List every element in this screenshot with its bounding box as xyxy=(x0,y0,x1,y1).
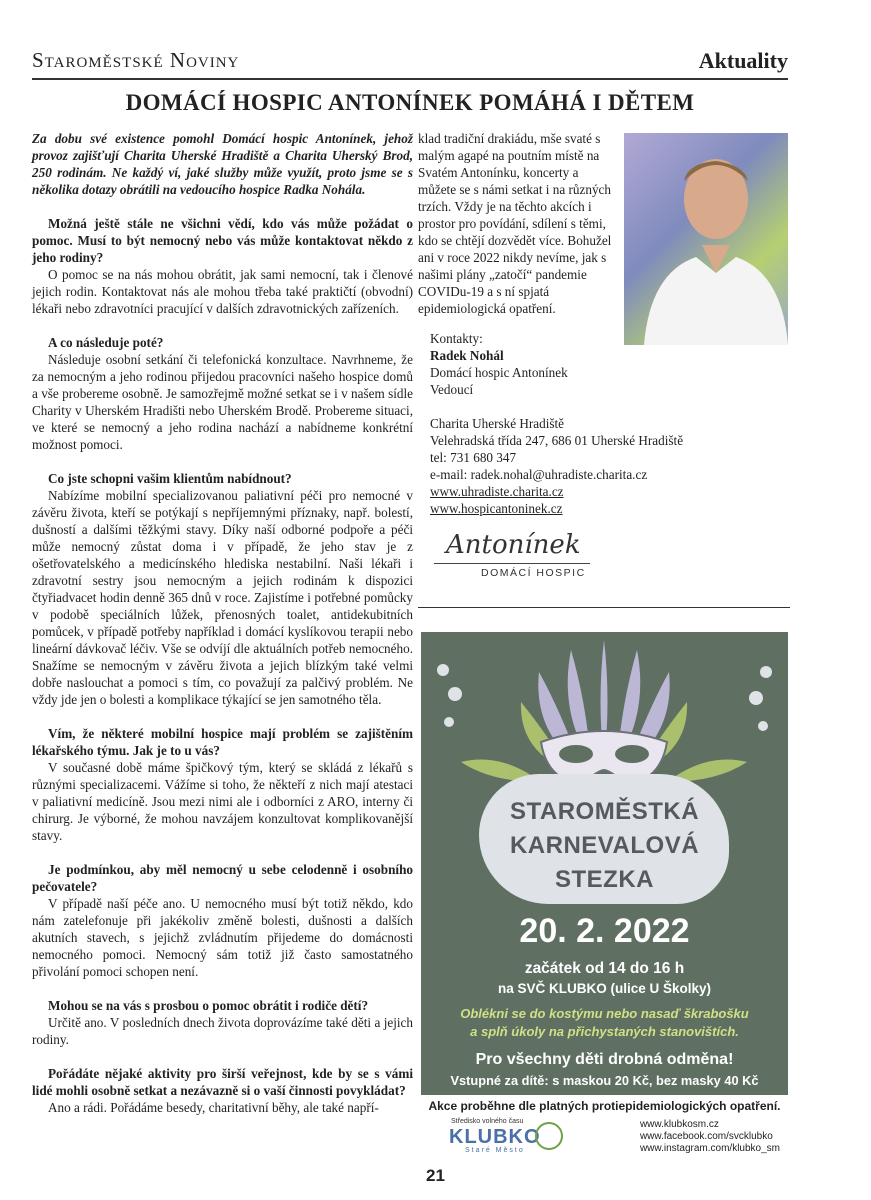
question-6: Mohou se na vás s prosbou o pomoc obrátit i rodiče dětí? xyxy=(48,998,369,1013)
poster-invite-line-2: a splň úkoly na přichystaných stanovištích. xyxy=(470,1024,739,1039)
carnival-poster xyxy=(421,632,788,1095)
poster-link-instagram[interactable]: www.instagram.com/klubko_sm xyxy=(639,1143,780,1154)
logo-script: Antonínek xyxy=(446,530,581,560)
question-5: Je podmínkou, aby měl nemocný u sebe celodenně i osobního pečovatele? xyxy=(32,862,413,894)
question-2: A co následuje poté? xyxy=(48,335,164,350)
page-number: 21 xyxy=(426,1166,445,1185)
contact-role: Vedoucí xyxy=(430,382,474,397)
article-column-right xyxy=(418,130,613,317)
question-1: Možná ještě stále ne všichni vědí, kdo vás může požádat o pomoc. Musí to být nemocný nebo vás může kontaktovat někdo z jeho rodiny? xyxy=(32,216,413,265)
logo-subtitle: DOMÁCÍ HOSPIC xyxy=(481,567,586,579)
article-title: DOMÁCÍ HOSPIC ANTONÍNEK POMÁHÁ I DĚTEM xyxy=(125,90,695,115)
contact-web-2[interactable]: www.hospicantoninek.cz xyxy=(430,501,563,516)
contact-org: Domácí hospic Antonínek xyxy=(430,365,568,380)
poster-title-line-2: KARNEVALOVÁ xyxy=(509,832,700,859)
person-silhouette-icon xyxy=(624,133,788,345)
answer-5: V případě naší péče ano. U nemocného musí být totiž někdo, kdo nám zatelefonuje při jakékoliv změně bolesti, dušnosti a dalších akutních stavech, s jejichž zvládnutím přijedeme do domácnosti nemocného pomoci. Nemocný sám totiž již často samostatného přivolání pomoci schopen není. xyxy=(32,896,413,979)
poster-title-line-3: STEZKA xyxy=(555,866,654,893)
column-divider xyxy=(418,607,790,608)
poster-title-line-1: STAROMĚSTKÁ xyxy=(509,798,700,825)
poster-reward: Pro všechny děti drobná odměna! xyxy=(475,1051,734,1068)
contact-name: Radek Nohál xyxy=(430,348,504,363)
answer-3: Nabízíme mobilní specializovanou paliativní péči pro nemocné v závěru života, kteří se potýkají s nepříjemnými příznaky, např. bolestí, dušností a dalšími těžkými stavy. Díky naší odborné podpoře a péči může nemocný zůstat doma i v případě, že jeho stav je z ošetřovatelského a medicínského hlediska nestabilní. Naši lékaři i zdravotní sestry jsou nemocným a jejich rodinám k dispozici čtyřiadvacet hodin denně 365 dnů v roce. Zajistíme i potřebné pomůcky v podobě speciálních lůžek, přenosných toalet, antidekubitních pomůcek, v případě potřeby například i domácí kyslíkovou terapii nebo lineární dávkovač léčiv. Vše se odvíjí dle aktuálních potřeb nemocného. Snažíme se nemocným v závěru života a jejich blízkým také velmi dobře naslouchat a pomoci s tím, co považují za palčivý problém. Ne vždy jde jen o bolesti a komplikace týkající se jen samotného těla. xyxy=(32,488,413,707)
poster-start-time: začátek od 14 do 16 h xyxy=(524,960,685,977)
portrait-photo xyxy=(624,133,788,345)
klubko-logo: KLUBKO xyxy=(449,1126,541,1148)
newspaper-name: Staroměstské Noviny xyxy=(32,48,240,72)
answer-2: Následuje osobní setkání či telefonická konzultace. Navrhneme, že za nemocným a jeho rodinou přijedou pracovníci našeho hospice domů a vše probereme osobně. Je samozřejmě možné setkat se i v našem sídle Charity v Uherském Hradišti nebo Uherském Brodě. Probereme situaci, ve které se nemocný a jeho rodina nachází a nabídneme konkrétní možnost pomoci. xyxy=(32,352,413,452)
question-3: Co jste schopni vašim klientům nabídnout? xyxy=(48,471,292,486)
answer-7-continued: klad tradiční drakiádu, mše svaté s malým agapé na poutním místě na Svatém Antonínku, koncerty a můžete se s námi setkat i na různých trzích. Vždy je na těchto akcích i prostor pro povídání, sdílení s těmi, kdo se chtějí dozvědět více. Bohužel ani v roce 2022 nikdy nevíme, jak s našimi plány „zatočí“ pandemie COVIDu-19 a s ní spjatá epidemiologická opatření. xyxy=(418,131,612,316)
article-column-left xyxy=(32,130,413,1116)
contacts-label: Kontakty: xyxy=(430,331,483,346)
answer-4: V současné době máme špičkový tým, který se skládá z lékařů s různými specializacemi. Vážíme si toho, že někteří z nich mají atestaci v paliativní medicíně. Jsou mezi nimi ale i odborníci z ARO, interny či chirurg. Je výborné, že mohou navzájem konzultovat komplikovanější stavy. xyxy=(32,760,413,843)
poster-price: Vstupné za dítě: s maskou 20 Kč, bez masky 40 Kč xyxy=(450,1073,759,1088)
contact-address: Velehradská třída 247, 686 01 Uherské Hradiště xyxy=(430,433,684,448)
hospic-logo xyxy=(434,525,594,585)
poster-links xyxy=(640,1119,780,1155)
article-intro: Za dobu své existence pomohl Domácí hospic Antonínek, jehož provoz zajišťují Charita Uherské Hradiště a Charita Uherský Brod, 250 rodinám. Ne každý ví, jaké služby může využít, proto jsme se s několika dotazy obrátili na vedoucího hospice Radka Nohála. xyxy=(32,131,413,197)
klubko-town: Staré Město xyxy=(465,1147,525,1154)
section-name: Aktuality xyxy=(698,48,788,73)
contacts-block xyxy=(430,330,770,517)
page-header xyxy=(32,44,788,80)
poster-footer xyxy=(421,1095,788,1155)
poster-location: na SVČ KLUBKO (ulice U Školky) xyxy=(497,981,712,996)
klubko-caption: Středisko volného času xyxy=(451,1118,524,1125)
question-7: Pořádáte nějaké aktivity pro širší veřejnost, kde by se s vámi lidé mohli osobně setkat a nezávazně si o vaší činnosti povykládat? xyxy=(32,1066,413,1098)
poster-link-facebook[interactable]: www.facebook.com/svcklubko xyxy=(639,1131,773,1142)
answer-6: Určitě ano. V posledních dnech života doprovázíme také děti a jejich rodiny. xyxy=(32,1015,413,1047)
contact-web-1[interactable]: www.uhradiste.charita.cz xyxy=(430,484,564,499)
answer-7: Ano a rádi. Pořádáme besedy, charitativní běhy, ale také napří- xyxy=(48,1100,379,1115)
poster-invite-line-1: Oblékni se do kostýmu nebo nasaď škrabošku xyxy=(460,1006,749,1021)
answer-1: O pomoc se na nás mohou obrátit, jak sami nemocní, tak i členové jejich rodin. Kontaktovat nás ale mohou třeba také praktičtí (obvodní) lékaři nebo zdravotníci pracující v dalších zdravotnických zařízeních. xyxy=(32,267,413,316)
question-4: Vím, že některé mobilní hospice mají problém se zajištěním lékařského týmu. Jak je to u vás? xyxy=(32,726,413,758)
yarn-ball-icon xyxy=(535,1122,563,1150)
contact-org2: Charita Uherské Hradiště xyxy=(430,416,565,431)
contact-phone: tel: 731 680 347 xyxy=(430,450,517,465)
logo-line xyxy=(434,563,590,564)
poster-link-web[interactable]: www.klubkosm.cz xyxy=(639,1119,719,1130)
contact-email: e-mail: radek.nohal@uhradiste.charita.cz xyxy=(430,467,648,482)
poster-date: 20. 2. 2022 xyxy=(519,912,690,950)
poster-notice: Akce proběhne dle platných protiepidemiologických opatření. xyxy=(428,1099,781,1113)
